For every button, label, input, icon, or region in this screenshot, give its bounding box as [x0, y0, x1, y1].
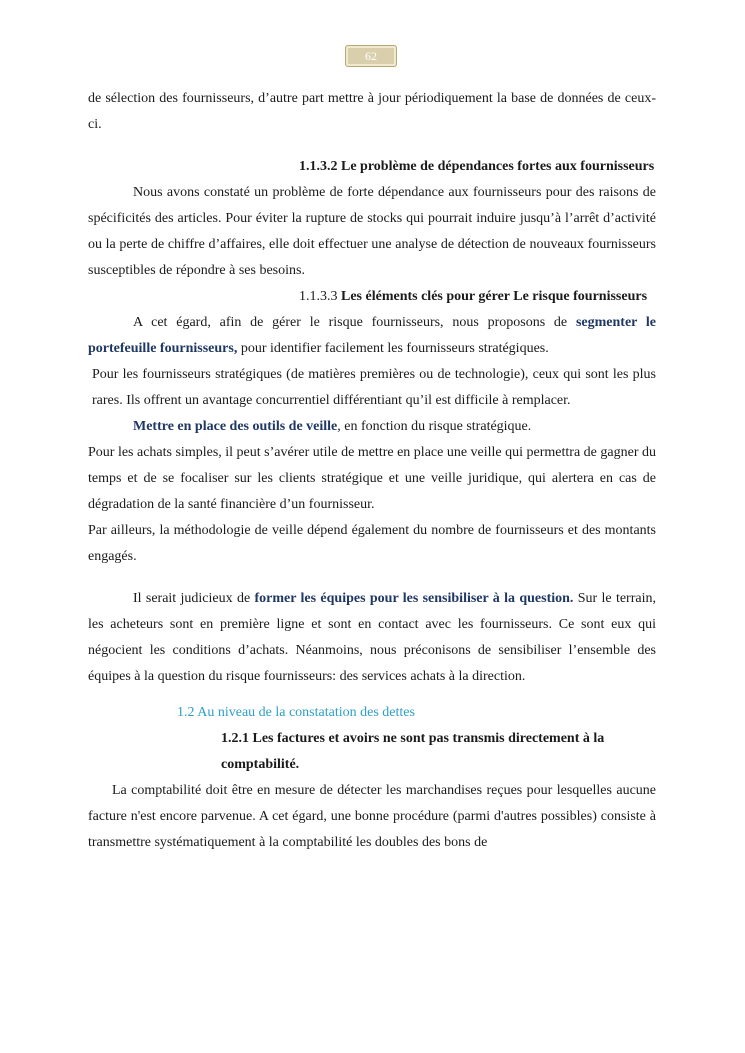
paragraph: Il serait judicieux de former les équipes pour les sensibiliser à la question. Sur le terrain, les acheteurs sont en première ligne et sont en contact avec les fournisseurs. Ce sont eux qui négocient les conditions d’achats. Néanmoins, nous préconisons de sensibiliser l’ensemble des équipes à la question du risque fournisseurs: des services achats à la direction.: [88, 591, 656, 684]
subsection-heading-1-2-1: 1.2.1 Les factures et avoirs ne sont pas transmis directement à la comptabilité.: [221, 731, 605, 772]
heading-number: 1.1.3.3: [299, 289, 338, 304]
paragraph: Nous avons constaté un problème de forte dépendance aux fournisseurs pour des raisons de spécificités des articles. Pour éviter la rupture de stocks qui pourrait induire jusqu’à l’arrêt d’activité ou la perte de chiffre d’affaires, elle doit effectuer une analyse de détection de nouveaux fournisseurs susceptibles de répondre à ses besoins.: [88, 185, 656, 278]
paragraph: Par ailleurs, la méthodologie de veille dépend également du nombre de fournisseurs et des montants engagés.: [88, 523, 656, 564]
heading-title: Les éléments clés pour gérer Le risque fournisseurs: [341, 289, 648, 304]
paragraph: Pour les fournisseurs stratégiques (de matières premières ou de technologie), ceux qui sont les plus rares. Ils offrent un avantage concurrentiel différentiant qu’il est difficile à remplacer.: [92, 367, 656, 408]
paragraph: Mettre en place des outils de veille, en fonction du risque stratégique.: [133, 419, 532, 434]
paragraph: de sélection des fournisseurs, d’autre part mettre à jour périodiquement la base de données de ceux-ci.: [88, 91, 656, 132]
section-heading-1-2: 1.2 Au niveau de la constatation des dettes: [177, 705, 415, 720]
highlighted-text: former les équipes pour les sensibiliser à la question.: [254, 591, 574, 606]
paragraph: Pour les achats simples, il peut s’avérer utile de mettre en place une veille qui permettra de gagner du temps et de se focaliser sur les clients stratégique et une veille juridique, qui alertera en cas de dégradation de la santé financière d’un fournisseur.: [88, 445, 656, 512]
document-body: [88, 86, 656, 856]
heading-1-1-3-3: [299, 284, 656, 310]
paragraph: A cet égard, afin de gérer le risque fournisseurs, nous proposons de segmenter le portefeuille fournisseurs, pour identifier facilement les fournisseurs stratégiques.: [88, 315, 657, 356]
highlighted-text: segmenter le portefeuille fournisseurs,: [88, 315, 657, 356]
paragraph: La comptabilité doit être en mesure de détecter les marchandises reçues pour lesquelles aucune facture n'est encore parvenue. A cet égard, une bonne procédure (parmi d'autres possibles) consiste à transmettre systématiquement à la comptabilité les doubles des bons de: [88, 783, 656, 850]
heading-1-1-3-2: [299, 154, 656, 180]
page-number-badge: 62: [345, 45, 397, 67]
highlighted-text: Mettre en place des outils de veille: [133, 419, 338, 434]
heading-title: Le problème de dépendances fortes aux fournisseurs: [341, 159, 655, 174]
heading-number: 1.1.3.2: [299, 159, 338, 174]
